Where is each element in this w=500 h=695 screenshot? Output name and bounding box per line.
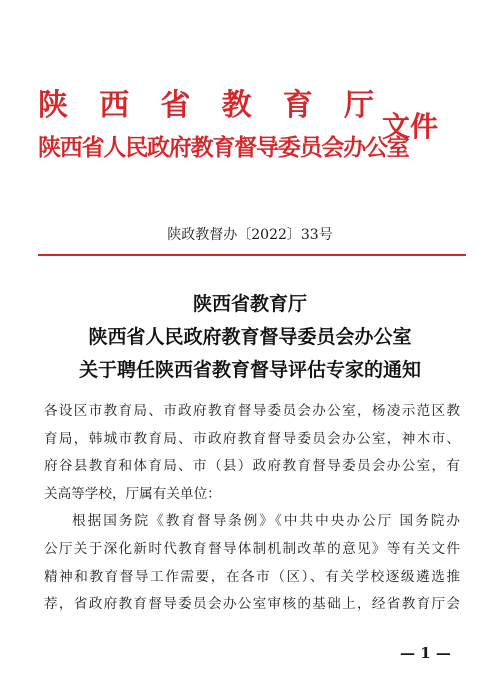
red-header [38,88,468,188]
header-char: 育 [282,88,313,123]
content-paragraph [44,508,460,618]
addressee-paragraph [44,398,460,508]
header-issuer-1 [38,88,374,124]
red-divider [38,254,466,256]
body-line: 公厅关于深化新时代教育督导体制机制改革的意见》等有关文件 [44,540,460,557]
body-line: 关高等学校，厅属有关单位： [44,485,221,502]
header-issuer-2: 陕西省人民政府教育督导委员会办公室 [38,134,409,161]
document-title [0,288,500,387]
body-line: 育局，韩城市教育局、市政府教育督导委员会办公室，神木市、 [44,430,460,447]
body-line: 根据国务院《教育督导条例》《中共中央办公厅 国务院办 [72,513,460,530]
body-line: 荐，省政府教育督导委员会办公室审核的基础上，经省教育厅会 [44,596,460,613]
page-number: — 1 — [400,644,451,662]
header-char: 陕 [38,88,68,123]
header-char: 省 [160,88,191,123]
header-char: 厅 [343,88,374,123]
document-number: 陕政教督办〔2022〕33号 [167,227,333,243]
title-line-1: 陕西省教育厅 [192,293,307,315]
body-line: 精神和教育督导工作需要，在各市（区）、有关学校逐级遴选推 [44,568,460,585]
header-char: 教 [221,88,252,123]
header-char: 西 [99,88,130,123]
body-line: 各设区市教育局、市政府教育督导委员会办公室，杨凌示范区教 [44,403,460,419]
header-suffix: 文件 [382,110,439,143]
title-line-2: 陕西省人民政府教育督导委员会办公室 [88,326,412,348]
title-line-3: 关于聘任陕西省教育督导评估专家的通知 [78,359,421,381]
document-body [44,398,460,619]
body-line: 府谷县教育和体育局、市（县）政府教育督导委员会办公室，有 [44,458,460,475]
